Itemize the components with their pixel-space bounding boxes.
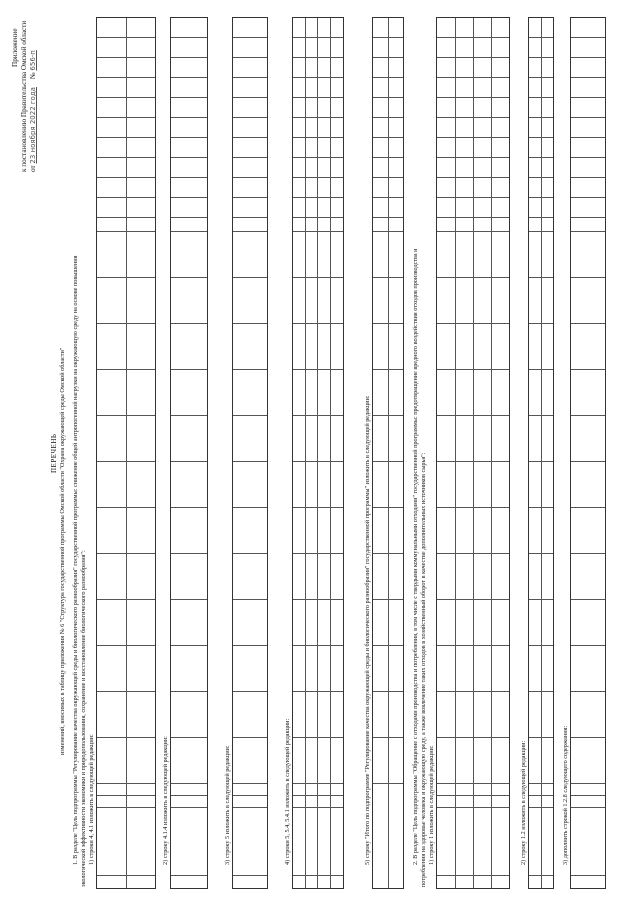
section2-intro-b: потребления на здоровье человека и окружающую среду, а также вовлечение таких отходов в хозяйственный оборот в качестве дополнительных источников сырья": — [420, 452, 427, 887]
table-1-2 — [170, 17, 208, 889]
section2-item2: 2) строку 1.2 изложить в следующей редакции: — [520, 740, 527, 865]
table-2-1 — [436, 17, 510, 889]
appendix-no-value: 656-п — [29, 50, 37, 71]
table-1-3 — [232, 17, 268, 889]
table-1-1 — [96, 17, 156, 889]
section1-intro-b: экологической эффективности экономики и природопользования, сохранение и восстановление биологического разнообразия": — [80, 550, 87, 887]
section1-item5: 5) строку "Итого по подпрограмме "Регулирование качества окружающей среды и биологического разнообразия" государственной программы" изложить в следующей редакции: — [364, 395, 371, 865]
section2-intro-a: 2. В разделе "Цель подпрограммы "Обращение с отходами производства и потребления, в том числе с твердыми коммунальными отходами" государственной программы: предотвращение вредного воздействия отходов производства и — [412, 248, 419, 865]
section1-item3: 3) строку 5 изложить в следующей редакции: — [224, 745, 231, 865]
table-1-4 — [292, 17, 344, 889]
section1-item4: 4) строки 5, 5.4, 5.4.1 изложить в следующей редакции: — [284, 718, 291, 865]
appendix-date-value: 23 ноября 2022 года — [29, 87, 37, 164]
section1-item2: 2) строку 4.1.4 изложить в следующей редакции: — [162, 736, 169, 865]
doc-title: ПЕРЕЧЕНЬ — [50, 433, 58, 473]
section2-item3: 3) дополнить строкой 1.2.8 следующего содержания: — [562, 725, 569, 865]
appendix-label: Приложение — [11, 28, 19, 67]
section2-item1: 1) строку 1 изложить в следующей редакции: — [428, 745, 435, 865]
table-1-5 — [372, 17, 404, 889]
section1-item1: 1) строки 4, 4.1 изложить в следующей редакции: — [88, 734, 95, 865]
doc-subtitle: изменений, вносимых в таблицу приложения № 6 "Структура государственной программы Омской области "Охрана окружающей среды Омской области" — [59, 347, 66, 755]
section1-intro-a: 1. В разделе "Цель подпрограммы "Регулирование качества окружающей среды и биологического разнообразия" государственной программы: снижение общей антропогенной нагрузки на окружающую среду на основе повышения — [72, 255, 79, 865]
appendix-no-prefix: № — [29, 72, 37, 80]
appendix-date-prefix: от — [29, 165, 37, 172]
table-2-2 — [528, 17, 554, 889]
table-2-3 — [570, 17, 606, 889]
appendix-date-line — [29, 50, 37, 172]
appendix-line1: к постановлению Правительства Омской области — [20, 20, 28, 172]
